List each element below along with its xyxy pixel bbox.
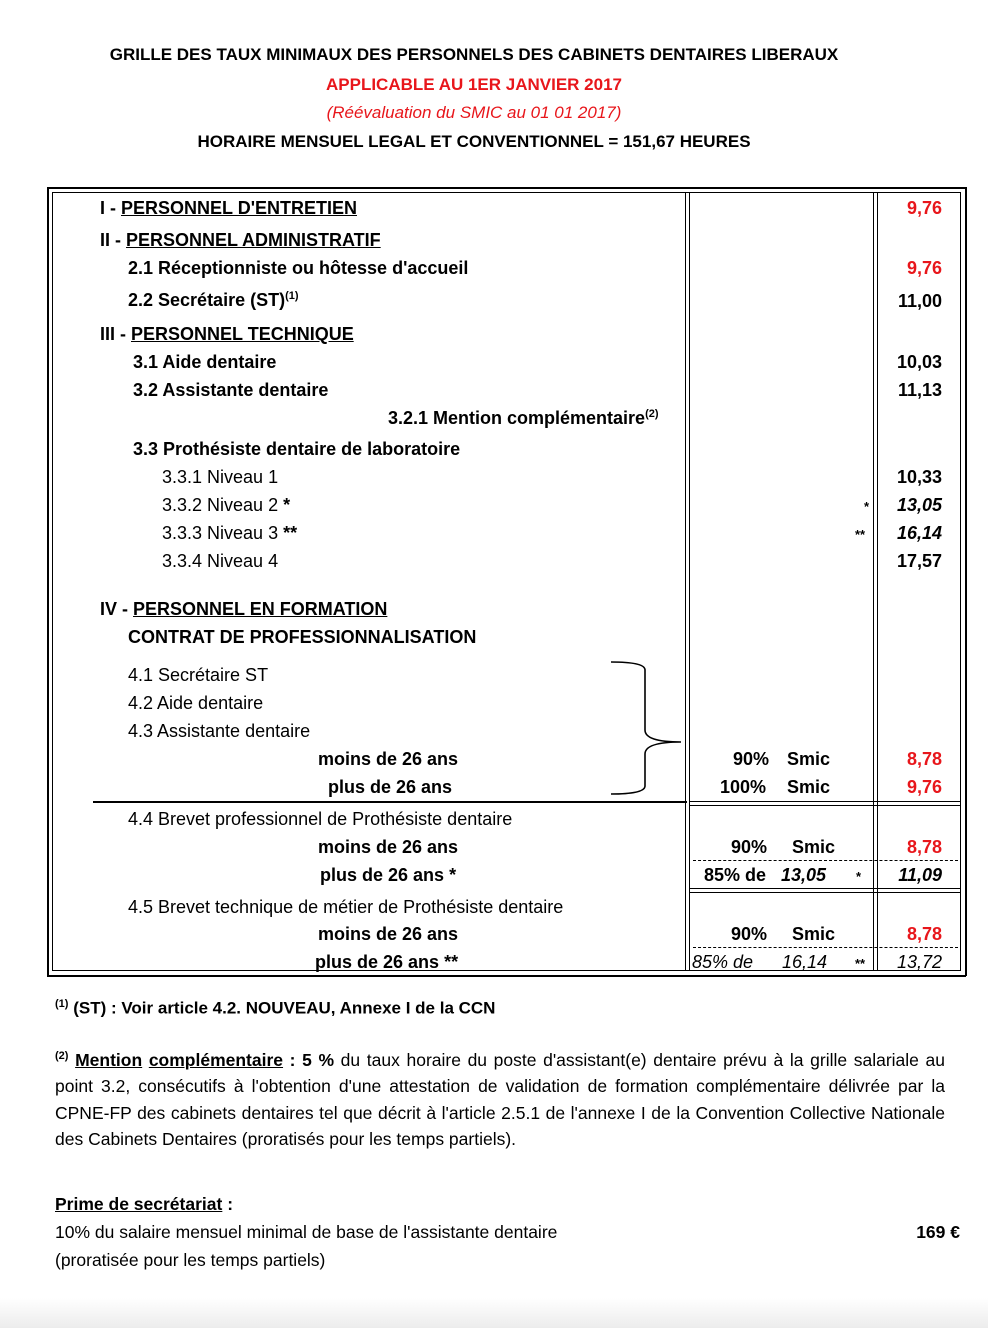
item-label: plus de 26 ans — [315, 952, 445, 972]
prime-title — [55, 1194, 233, 1215]
page-bottom-shadow — [0, 1298, 988, 1328]
footnote-2 — [55, 1043, 945, 1153]
smic-label: Smic — [792, 924, 836, 944]
section-title: PERSONNEL D'ENTRETIEN — [121, 198, 357, 218]
section-title: PERSONNEL ADMINISTRATIF — [126, 230, 381, 250]
footnote-term: Mention — [75, 1049, 143, 1070]
asterisk-mark: * — [283, 495, 291, 515]
reevaluation-note: (Réévaluation du SMIC au 01 01 2017) — [326, 103, 622, 122]
item-4-1-label: 4.1 Secrétaire ST — [128, 665, 269, 685]
prime-amount: 169 € — [916, 1222, 960, 1242]
colon: : — [283, 1049, 303, 1070]
item-3-2-label: 3.2 Assistante dentaire — [133, 380, 329, 400]
age-moins-26-label: moins de 26 ans — [318, 924, 459, 944]
niveau-4-label: 3.3.4 Niveau 4 — [162, 551, 279, 571]
rate-value: 8,78 — [906, 924, 942, 944]
horaire-mensuel: HORAIRE MENSUEL LEGAL ET CONVENTIONNEL = 151,67 HEURES — [197, 132, 751, 151]
prime-line-2: (proratisée pour les temps partiels) — [55, 1250, 326, 1270]
applicable-date: APPLICABLE AU 1ER JANVIER 2017 — [325, 75, 622, 94]
footnote-ref: (1) — [285, 290, 299, 302]
smic-label: Smic — [787, 777, 831, 797]
asterisk-mark: * — [856, 869, 862, 884]
base-rate-value: 13,05 — [781, 865, 827, 885]
rate-value: 9,76 — [906, 258, 942, 278]
footnote-ref: (2) — [55, 1050, 69, 1062]
section-1-heading — [100, 198, 357, 219]
pct-value: 100% — [720, 777, 767, 797]
rate-value: 9,76 — [906, 777, 942, 797]
smic-label: Smic — [792, 837, 836, 857]
rate-value: 16,14 — [896, 523, 942, 543]
asterisk-mark: ** — [444, 952, 459, 972]
rate-value: 13,05 — [896, 495, 942, 515]
item-label: plus de 26 ans — [320, 865, 450, 885]
section-number: III - — [100, 324, 131, 344]
footnote-text: (ST) : Voir article 4.2. NOUVEAU, Annexe I de la CCN — [73, 998, 496, 1018]
asterisk-mark: ** — [855, 527, 866, 542]
item-2-1-label: 2.1 Réceptionniste ou hôtesse d'accueil — [128, 258, 469, 278]
prime-title-text: Prime de secrétariat — [55, 1194, 223, 1214]
pct-value: 85% de — [704, 865, 767, 885]
pct-value: 85% de — [692, 952, 754, 972]
section-number: II - — [100, 230, 126, 250]
item-3-3-label: 3.3 Prothésiste dentaire de laboratoire — [133, 439, 461, 459]
item-4-3-label: 4.3 Assistante dentaire — [128, 721, 311, 741]
asterisk-mark: ** — [855, 956, 866, 971]
age-moins-26-label: moins de 26 ans — [318, 837, 459, 857]
brace-icon — [605, 660, 687, 796]
contrat-heading: CONTRAT DE PROFESSIONNALISATION — [128, 627, 477, 647]
age-moins-26-label: moins de 26 ans — [318, 749, 459, 769]
prime-line-1: 10% du salaire mensuel minimal de base de l'assistante dentaire — [55, 1222, 558, 1242]
item-label: 2.2 Secrétaire (ST) — [128, 290, 286, 310]
item-3-2-1-label — [388, 408, 659, 429]
section-4-heading — [100, 599, 387, 620]
asterisk-mark: * — [449, 865, 457, 885]
age-plus-26-label — [315, 952, 458, 973]
age-plus-26-label — [320, 865, 456, 886]
section-title: PERSONNEL EN FORMATION — [133, 599, 388, 619]
item-label: 3.2.1 Mention complémentaire — [388, 408, 646, 428]
item-label: 3.3.3 Niveau 3 — [162, 523, 284, 543]
rate-value: 13,72 — [896, 952, 942, 972]
item-4-5-label: 4.5 Brevet technique de métier de Prothésiste dentaire — [128, 897, 564, 917]
footnote-1 — [55, 998, 495, 1019]
rate-value: 8,78 — [906, 837, 942, 857]
section-number: I - — [100, 198, 121, 218]
rate-value: 11,13 — [897, 380, 942, 400]
section-2-heading — [100, 230, 381, 251]
item-2-2-label — [128, 290, 299, 311]
document-title: GRILLE DES TAUX MINIMAUX DES PERSONNELS DES CABINETS DENTAIRES LIBERAUX — [109, 45, 839, 64]
smic-label: Smic — [787, 749, 831, 769]
footnote-term: complémentaire — [148, 1049, 284, 1070]
asterisk-mark: * — [864, 499, 870, 514]
age-plus-26-label: plus de 26 ans — [328, 777, 453, 797]
pct-value: 90% — [733, 749, 770, 769]
rate-value: 10,33 — [896, 467, 942, 487]
rate-value: 9,76 — [906, 198, 942, 218]
niveau-3-label — [162, 523, 297, 544]
asterisk-mark: ** — [283, 523, 298, 543]
niveau-2-label — [162, 495, 290, 516]
rate-value: 10,03 — [896, 352, 942, 372]
footnote-pct: 5 % — [302, 1049, 335, 1070]
rate-value: 11,09 — [898, 865, 942, 885]
item-4-4-label: 4.4 Brevet professionnel de Prothésiste dentaire — [128, 809, 513, 829]
footnote-ref: (1) — [55, 998, 69, 1010]
item-4-2-label: 4.2 Aide dentaire — [128, 693, 264, 713]
section-3-heading — [100, 324, 354, 345]
footnote-text: du taux horaire du poste d'assistant(e) dentaire prévu à la grille salariale au point 3.2, consécutifs à l'obtention d'une attestation de validation de formation complémentaire délivrée par la CPNE-FP des cabinets dentaires tel que décrit à l'article 2.5.1 de l'annexe I de la Convention Collective Nationale des Cabinets Dentaires (proratisés pour les temps partiels). — [55, 1049, 945, 1150]
base-rate-value: 16,14 — [782, 952, 828, 972]
rate-value: 17,57 — [896, 551, 942, 571]
section-number: IV - — [100, 599, 134, 619]
section-title: PERSONNEL TECHNIQUE — [131, 324, 354, 344]
item-label: 3.3.2 Niveau 2 — [162, 495, 284, 515]
pct-value: 90% — [731, 924, 768, 944]
rate-value: 11,00 — [897, 291, 942, 311]
pct-value: 90% — [731, 837, 768, 857]
niveau-1-label: 3.3.1 Niveau 1 — [162, 467, 279, 487]
colon: : — [222, 1194, 234, 1214]
item-3-1-label: 3.1 Aide dentaire — [133, 352, 277, 372]
rate-value: 8,78 — [906, 749, 942, 769]
footnote-ref: (2) — [645, 408, 659, 420]
